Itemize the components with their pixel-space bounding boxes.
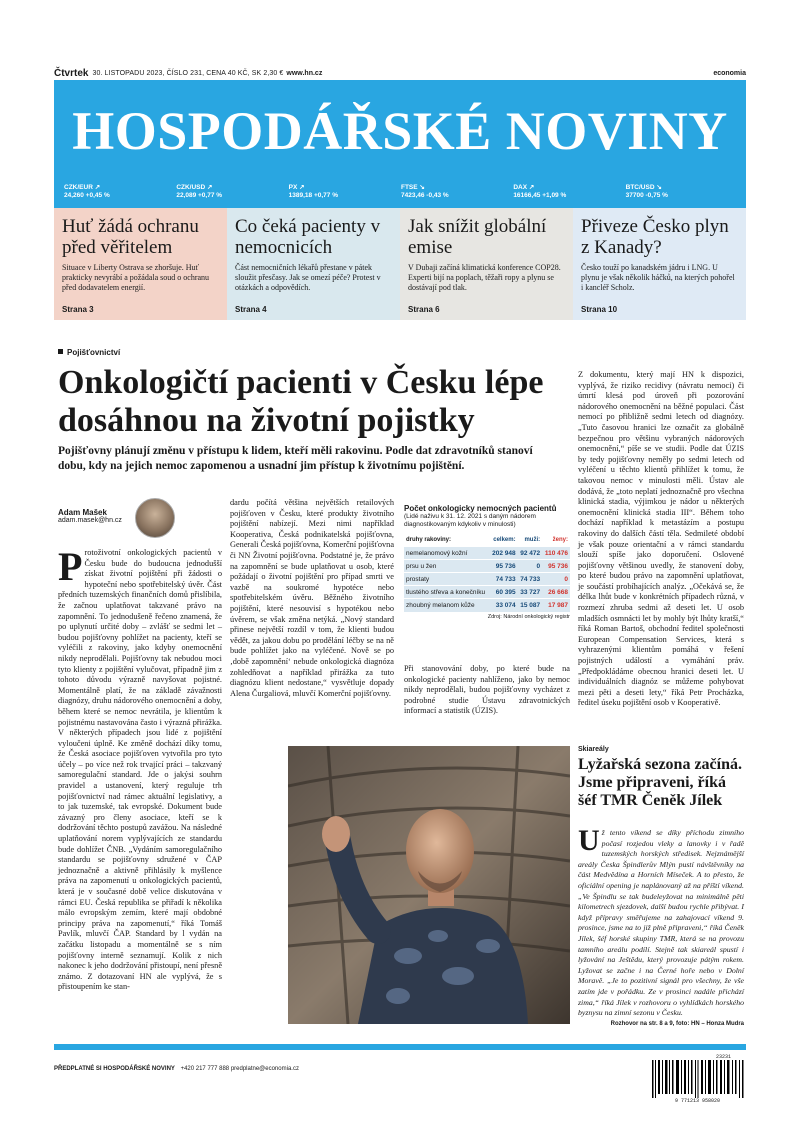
row-label: prsu u žen (404, 560, 489, 573)
cell-women: 26 668 (542, 586, 570, 599)
subscription-phone[interactable]: +420 217 777 888 (180, 1066, 230, 1072)
market-tickers (64, 184, 738, 200)
subscription-email[interactable]: predplatne@economia.cz (230, 1066, 299, 1072)
box-subtitle: (Lidé naživu k 31. 12. 2021 s daným nádorem diagnostikovaným kdykoliv v minulosti) (404, 513, 536, 528)
issue-number: 23231 (716, 1054, 732, 1060)
ticker-item: CZK/USD ↗ 22,089 +0,77 % (176, 184, 223, 199)
teaser-page: Strana 4 (235, 305, 267, 314)
teaser-card[interactable] (573, 208, 746, 320)
teaser-text: Česko touží po kanadském jádru i LNG. U plynu je však několik háčků, na kterých pohořel i kancléř Scholz. (581, 263, 735, 292)
teaser-page: Strana 3 (62, 305, 94, 314)
cell-women: 17 987 (542, 599, 570, 612)
cell-men: 33 727 (518, 586, 543, 599)
header-cell: celkem: (489, 534, 517, 547)
teaser-page: Strana 6 (408, 305, 440, 314)
article-column-3: Při stanovování doby, po které bude na onkologické pacienty nahlíženo, jako by nemoc nikdy neprodělali, budou pojišťovny vycházet z podrobné studie Ústavu zdravotnických informací a statistik (ÚZIS). (404, 664, 570, 716)
row-label: nemelanomový kožní (404, 547, 489, 560)
row-label: prostaty (404, 573, 489, 586)
ticker-item: FTSE ↘ 7423,46 -0,43 % (400, 184, 449, 199)
cell-total: 74 733 (489, 573, 517, 586)
sidebar-headline: Lyžařská sezona začíná. Jsme připraveni, říká šéf TMR Čeněk Jílek (578, 756, 742, 809)
article-headline: Onkologičtí pacienti v Česku lépe dosáhnou na životní pojistky (58, 364, 544, 439)
author-email[interactable]: adam.masek@hn.cz (58, 517, 122, 524)
table-row (404, 599, 570, 612)
teaser-title: Huť žádá ochranu před věřitelem (62, 216, 199, 258)
teaser-card[interactable] (227, 208, 400, 320)
sidebar-text: ž tento víkend se díky příchodu zimního počasí rozjedou vleky a lanovky i v řadě tuzemských horských středisek. Nejznámější areály Česka Špindlerův Mlýn pustí návštěvníky na část Medvědína a Horních Míseček. A to přesto, že oficiální opening je naplánovaný až na příští víkend. „Ve Špindlu se tak budeleyžovat na minimálně pěti kilometrech sjezdovek, další budou rychle přibývat. I když přípravy směřujeme na zahajovací víkend 9. prosince, jsme na to již plně připraveni,“ říká Čeněk Jílek, šéf horské skupiny TMR, která se na provozu tamního areálu podílí. Stejně tak skiareál spustí i lyžování na Ještědu, který provozuje pátým rokem. Lyžovat se začne i na Černé hoře nebo v Dolní Moravě. „Je to pozitivní signál pro všechny, že vše zatím jde v pořádku. Ze v prosinci nadále přichází zima,“ říká Jílek v rozhovoru o vyhlídkách horského byznysu na zimní sezonu v Česku. (578, 828, 744, 1018)
drop-cap: U (578, 824, 600, 857)
masthead (54, 80, 746, 208)
table-header (404, 534, 570, 547)
author-avatar (135, 498, 175, 538)
day-label: Čtvrtek (54, 67, 89, 79)
author-name: Adam Mašek (58, 508, 107, 517)
cell-men: 15 087 (518, 599, 543, 612)
cell-total: 60 395 (489, 586, 517, 599)
teaser-card[interactable] (54, 208, 227, 320)
header-cell: muži: (518, 534, 543, 547)
header-cell: ženy: (542, 534, 570, 547)
publisher-logo: economia (713, 69, 746, 77)
box-source: Zdroj: Národní onkologický registr (487, 613, 570, 620)
portrait-photo (288, 746, 570, 1024)
ticker-item: DAX ↗ 16166,45 +1,09 % (513, 184, 567, 199)
stats-table (404, 533, 570, 612)
article-lead: Pojišťovny plánují změnu v přístupu k lidem, kteří měli rakovinu. Podle dat zdravotníků stanoví dobu, kdy na jejich nemoc zapomenou a usnadní jim přístup k životnímu pojištění. (58, 445, 533, 472)
issue-meta: 30. LISTOPADU 2023, ČÍSLO 231, CENA 40 KČ, SK 2,30 € (92, 69, 284, 77)
newspaper-title: HOSPODÁŘSKÉ NOVINY (72, 101, 728, 161)
row-label: zhoubný melanom kůže (404, 599, 489, 612)
teaser-strip (54, 208, 746, 320)
photo-credit: Rozhovor na str. 8 a 9, foto: HN – Honza Mudra (610, 1020, 744, 1027)
teaser-text: Část nemocničních lékařů přestane v pátek sloužit přesčasy. Jak se omezí péče? Protest v otázkách a odpovědích. (235, 263, 381, 292)
table-row (404, 573, 570, 586)
barcode-number: 9 771213 958020 (674, 1098, 720, 1104)
teaser-card[interactable] (400, 208, 573, 320)
cell-women: 95 736 (542, 560, 570, 573)
ticker-item: BTC/USD ↘ 37700 -0,75 % (625, 184, 668, 199)
table-row (404, 560, 570, 573)
website-link[interactable]: www.hn.cz (286, 69, 323, 77)
sidebar-section-tag: Skiareály (578, 746, 609, 753)
table-row (404, 547, 570, 560)
teaser-text: V Dubaji začíná klimatická konference COP28. Experti bijí na poplach, těžaři ropy a plynu se dostávají pod tlak. (408, 263, 561, 292)
column-text: rotoživotní onkologických pacientů v Česku bude do budoucna jednodušší získat životní pojištění při žádosti o hypoteční nebo spotřebitelský úvěr. Část předních tuzemských finančních domů přislíbila, že začnou uplatňovat takzvané právo na zapomnění. To jednodušeně řečeno znamená, že po uplynutí určité doby – zvlášť se sedmi let – budou pojišťovny pohlížet na pacienty, kteří se vyléčili z rakoviny, jako kdyby onemocnění nikdy neprodělali. Pojišťovny tak nebudou moci tyto klienty z pojištění vylučovat, případně jim z tohoto důvodu výrazně navyšovat pojistné. Momentálně platí, že na základě závažnosti diagnózy, druhu nádorového onemocnění a doby, během které se nemoc nevrátila, je klientům k pojistnému nastavována často i výrazná přirážka. V některých případech jsou lidé z pojištění vyloučeni úplně. Ke změně dochází díky tomu, že Česká asociace pojišťoven vytvořila pro tyto účely – po více než rok trvající práci – takzvaný samoregulační standard. Jde o jakýsi souhrn pravidel a ustanovení, který reguluje trh pojišťovnictví nad rámec aktuální legislativy, a to jak tuzemské, tak evropské. Dokument bude závazný pro členy asociace, kteří se k dodržování těchto postupů zavážou. Na následné uplatňování norem vyplývajících ze standardu bude dohlížet ČNB. „Vydáním samoregulačního standardu se pojišťovny sdružené v ČAP jednoznačně a aktivně přihlásily k myšlence práva na zapomenutí u onkologických pacientů, která je v současné době velice diskutována v rámci EU. Česká republika se přiřadí k několika málo evropským zemím, které mají obdobné principy práva na zapomenutí,“ říká Tomáš Pavlík, mluvčí ČAP. Standard by l vydán na začátku listopadu a momentálně se s ním pojišťovny interně seznamují. Kolik z nich nakonec k jeho dodržování přistoupí, není přesně známo. Z dotazovaní HN ale vyplývá, že s přistoupením ke stan- (58, 548, 222, 992)
section-tag: Pojišťovnictví (58, 348, 120, 357)
dateline (54, 66, 746, 80)
cell-total: 33 074 (489, 599, 517, 612)
drop-cap: P (58, 544, 83, 589)
footer-bar (54, 1044, 746, 1050)
barcode-icon (650, 1060, 745, 1098)
cancer-stats-box (404, 504, 570, 620)
teaser-title: Přiveze Česko plyn z Kanady? (581, 216, 729, 258)
teaser-title: Jak snížit globální emise (408, 216, 547, 258)
ticker-item: CZK/EUR ↗ 24,260 +0,45 % (64, 184, 110, 199)
teaser-page: Strana 10 (581, 305, 618, 314)
article-column-1 (58, 544, 222, 993)
sidebar-body (578, 824, 744, 1019)
cell-total: 95 736 (489, 560, 517, 573)
cell-men: 74 733 (518, 573, 543, 586)
table-row (404, 586, 570, 599)
cell-women: 110 476 (542, 547, 570, 560)
row-label: tlustého střeva a konečníku (404, 586, 489, 599)
cell-men: 92 472 (518, 547, 543, 560)
cell-women: 0 (542, 573, 570, 586)
subscription-footer (54, 1066, 299, 1072)
author-byline (58, 508, 122, 524)
sidebar-story (578, 746, 744, 1027)
ticker-item: PX ↗ 1389,18 +0,77 % (288, 184, 338, 199)
article-column-4: Z dokumentu, který mají HN k dispozici, vyplývá, že riziko recidivy (návratu nemoci) či úmrtí klesá pod úroveň při pozorování nádorového onemocnění na běžné populaci. Část nemocí po přibližně sedmi letech od diagnózy. „Tuto časovou hranici lze označit za globálně bezpečnou pro většinu vybraných nádorových onemocnění,“ píše se ve studii. Podle dat ÚZIS by tedy pojišťovny neměly po sedmi letech od vyléčení u těchto klientů přihlížet k tomu, že takovou nemoc v minulosti měli. Ústav ale dodává, že „toto neplatí jednoznačně pro všechna klinická stadia, výjimkou je nádor u některých onemocnění klinická stadia III“. Během toho dochází například k metastázím a postupu rakoviny do dalších částí těla. Sedmileté období je však pouze orientační a v rámci standardu slouží spíše jako doporučení. Oslovené pojišťovny většinou uvedly, že stanovení doby, po které budou právo na zapomnění uplatňovat, je součástí probíhajících analýz. „Očekává se, že délka lhůt bude v konkrétních případech různá, v rozmezí zhruba sedmi až deseti let. U osob mladších osmnácti let by mohly být lhůty kratší,“ říká Roman Bartoš, obchodní ředitel společnosti European Compensation Services, která s vyhrazenými klientům pomáhá v řešení pojistných událostí a vymáhání práv. „Předpokládáme obecnou hranici deseti let. U individuálních diagnóz se můžeme pohybovat mezi pěti a deseti lety,“ říká Petr Procházka, ředitel úseku pojištění osob v Kooperativě. (578, 370, 744, 708)
cell-total: 202 948 (489, 547, 517, 560)
cell-men: 0 (518, 560, 543, 573)
article-column-2: dardu počítá většina největších retailových pojišťoven v Česku, které produkty životního pojištění nabízejí. Mezi nimi například Kooperativa, Česká podnikatelská pojišťovna, Generali Česká pojišťovna, Komerční pojišťovna či NN Životní pojišťovna. Podstatné je, že právo na zapomnění se bude uplatňovat u osob, které požádají o životní pojištění pro případ smrti ve vazbě na soukromé hypotéce nebo spotřebitelském úvěru. Běžného životního pojištění, které nesouvisí s hypotékou nebo úvěrem, se však změna netýká. „Nový standard přinese největší rozdíl v tom, že klienti budou vědět, za jakou dobu po prodělání léčby se na ně bude pohlížet jako na vyléčené. Nově se po ‚době zapomnění‘ nebude onkologická diagnóza zohledňovat a například přirážka za tuto diagnózu klient nedostane,“ vysvětluje dopady Alena Čurgaliová, mluvčí Komerční pojišťovny. (230, 498, 395, 698)
box-title: Počet onkologicky nemocných pacientů (404, 504, 557, 513)
subscription-label: PŘEDPLATNÉ SI HOSPODÁŘSKÉ NOVINY (54, 1066, 175, 1072)
teaser-text: Situace v Liberty Ostrava se zhoršuje. Huť prakticky nevyrábí a požádala soud o ochranu před dodavatelem energií. (62, 263, 210, 292)
header-cell: druhy rakoviny: (404, 534, 489, 547)
teaser-title: Co čeká pacienty v nemocnicích (235, 216, 381, 258)
